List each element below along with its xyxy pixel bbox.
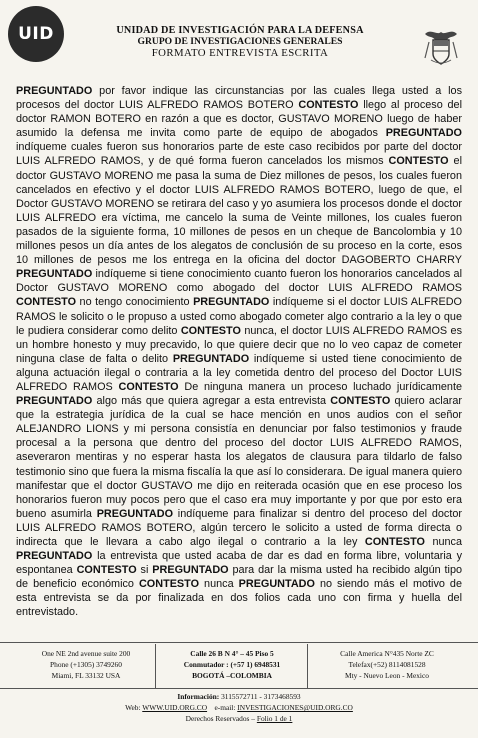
footer-text: One NE 2nd avenue suite 200 bbox=[41, 649, 131, 658]
body-segment: quiero aclarar que la estrategia jurídica de la cual se hace mención en unos audios con el señor ALEJANDRO LIONS y mi persona consistía en denunciar por falso testimonios y fraude procesal a la persona que dentro del proceso del doctor LUIS ALFREDO RAMOS, aseveraron mentiras y no esperar hasta los alegatos de clausura para tildarlo de falso testimonio sino que fuera la misma fiscalía la que así lo considerara. De igual manera quiero manifestar que el doctor GUSTAVO me dijo en reiterada ocasión que en ese proceso los honorarios fueron muy pocos pero que el caso era muy importante y por que por esto era bueno asumirla bbox=[16, 395, 462, 520]
keyword-label: PREGUNTADO bbox=[16, 268, 93, 281]
footer-web-line bbox=[0, 702, 478, 713]
keyword-label: PREGUNTADO bbox=[385, 127, 462, 140]
footer-text: BOGOTÁ –COLOMBIA bbox=[192, 671, 272, 680]
keyword-label: CONTESTO bbox=[180, 324, 241, 337]
header-line-3: FORMATO ENTREVISTA ESCRITA bbox=[151, 47, 329, 59]
body-segment: llego al proceso del doctor RAMON BOTERO en razón a que es doctor, GUSTAVO MORENO luego de haber asumido la defensa me invita como parte de equipo de abogados bbox=[16, 99, 462, 140]
keyword-label: CONTESTO bbox=[298, 99, 359, 112]
footer-info-line bbox=[0, 691, 478, 702]
body-segment: indíqueme si usted tiene conocimiento de alguna actuación ilegal o contraria a la ley cometida dentro del proceso del Doctor LUIS ALFREDO RAMOS bbox=[16, 352, 463, 393]
footer-separator bbox=[155, 644, 156, 688]
uid-logo bbox=[8, 6, 64, 62]
body-segment: indíqueme si el doctor LUIS ALFREDO RAMOS le solicito o le propuso a usted como abogado cometer algo contrario a la ley o que le pudiera considerar como delito bbox=[16, 296, 462, 337]
body-segment: para dar la misma usted ha recibido algún tipo de beneficio económico bbox=[16, 564, 463, 591]
keyword-label: PREGUNTADO bbox=[16, 550, 93, 563]
interview-body bbox=[16, 84, 462, 620]
keyword-label: PREGUNTADO bbox=[16, 85, 93, 97]
document-header bbox=[80, 25, 400, 60]
keyword-label: PREGUNTADO bbox=[238, 578, 315, 591]
body-segment: nunca bbox=[199, 578, 239, 591]
folio-text: Folio 1 de 1 bbox=[256, 714, 293, 723]
footer-address-miami bbox=[22, 648, 150, 681]
body-segment: no tengo conocimiento bbox=[76, 296, 194, 309]
footer-rights-line bbox=[0, 713, 478, 724]
keyword-label: PREGUNTADO bbox=[172, 352, 250, 365]
body-segment: nunca, el doctor LUIS ALFREDO RAMOS es un hombre honesto y muy precavido, lo que quiere decir que no lo veo capaz de cometer ninguna clase de falta o delito bbox=[16, 324, 462, 365]
email-label: e-mail: bbox=[214, 703, 236, 712]
web-label: Web: bbox=[125, 703, 141, 712]
body-segment: indíqueme cuales fueron sus honorarios parte de este caso recibidos por parte del doctor LUIS ALFREDO RAMOS, y de qué forma fueron cancelados los mismos bbox=[16, 141, 462, 168]
info-phones: 3115572711 - 3173468593 bbox=[221, 692, 301, 701]
body-segment: el doctor GUSTAVO MORENO me pasa la suma de Diez millones de pesos, los cuales fueron cancelados en efectivo y el doctor LUIS ALFREDO RAMOS BOTERO, luego de que, el Doctor GUSTAVO MORENO se retirara del caso y yo asumiera los procesos donde el doctor LUIS ALFREDO era víctima, me cancelo la suma de Veinte millones, los cuales fueron pasados de la siguiente forma, 10 millones de pesos en un cheque de Bancolombia y 10 millones pesos un día antes de los alegatos de conclusión de su proceso en la corte, esos 10 millones de pesos me los entrega en la oficina del doctor DAGOBERTO CHARRY bbox=[16, 155, 462, 267]
footer-text: Calle America N°435 Norte ZC bbox=[340, 649, 434, 658]
keyword-label: CONTESTO bbox=[364, 536, 425, 548]
body-segment: De ninguna manera un proceso luchado jurídicamente bbox=[178, 380, 462, 393]
footer-divider-top bbox=[0, 642, 478, 643]
web-link[interactable]: WWW.UID.ORG.CO bbox=[142, 703, 208, 712]
keyword-label: CONTESTO bbox=[330, 395, 391, 408]
body-segment: algo más que quiera agregar a esta entrevista bbox=[92, 395, 331, 408]
body-segment: la entrevista que usted acaba de dar es dad en forma libre, voluntaria y espontanea bbox=[16, 550, 462, 577]
footer-text: Miami, FL 33132 USA bbox=[51, 671, 121, 680]
body-segment: indíqueme para finalizar si dentro del proceso del doctor LUIS ALFREDO RAMOS BOTERO, algún tercero le solicito a usted de forma directa o indirecta que le llevara a cabo algo ilegal o contrario a la ley bbox=[16, 507, 463, 548]
keyword-label: CONTESTO bbox=[138, 578, 200, 591]
keyword-label: CONTESTO bbox=[388, 155, 449, 168]
keyword-label: PREGUNTADO bbox=[96, 507, 174, 520]
footer-address-bogota bbox=[162, 648, 302, 681]
header-line-1: UNIDAD DE INVESTIGACIÓN PARA LA DEFENSA bbox=[116, 25, 364, 36]
footer-divider-bottom bbox=[0, 688, 478, 689]
keyword-label: CONTESTO bbox=[76, 564, 137, 577]
keyword-label: PREGUNTADO bbox=[16, 395, 93, 408]
keyword-label: CONTESTO bbox=[118, 380, 179, 393]
info-label: Información: bbox=[177, 692, 220, 701]
coat-of-arms-icon bbox=[419, 24, 463, 68]
footer-text: Telefax(+52) 8114081528 bbox=[348, 660, 426, 669]
body-segment: si bbox=[136, 564, 153, 577]
keyword-label: PREGUNTADO bbox=[152, 564, 229, 577]
body-segment: indíqueme si tiene conocimiento cuanto fueron los honorarios cancelados al Doctor GUSTAVO MORENO como abogado del doctor LUIS ALFREDO RAMOS bbox=[16, 268, 462, 295]
keyword-label: PREGUNTADO bbox=[193, 296, 270, 309]
email-link[interactable]: INVESTIGACIONES@UID.ORG.CO bbox=[237, 703, 353, 712]
footer-text: Conmutador : (+57 1) 6948531 bbox=[183, 660, 281, 669]
keyword-label: CONTESTO bbox=[16, 296, 77, 309]
header-line-2: GRUPO DE INVESTIGACIONES GENERALES bbox=[137, 36, 343, 47]
footer-text: Mty - Nuevo Leon - Mexico bbox=[345, 671, 429, 680]
footer-text: Phone (+1305) 3749260 bbox=[50, 660, 122, 669]
body-segment: no siendo más el motivo de esta entrevista se da por finalizada en dos folios cada uno con firma y huella del entrevistado. bbox=[16, 578, 462, 619]
footer-separator bbox=[307, 644, 308, 688]
footer-text: Calle 26 B N 4° – 45 Piso 5 bbox=[190, 649, 274, 658]
rights-text: Derechos Reservados – bbox=[185, 714, 255, 723]
body-segment: por favor indique las circunstancias por las cuales llega usted a los procesos del doctor LUIS ALFREDO RAMOS BOTERO bbox=[16, 85, 462, 112]
footer-contact bbox=[0, 691, 478, 724]
body-segment: nunca bbox=[424, 536, 462, 548]
logo-text: UID bbox=[18, 24, 54, 44]
footer-address-monterrey bbox=[312, 648, 462, 681]
